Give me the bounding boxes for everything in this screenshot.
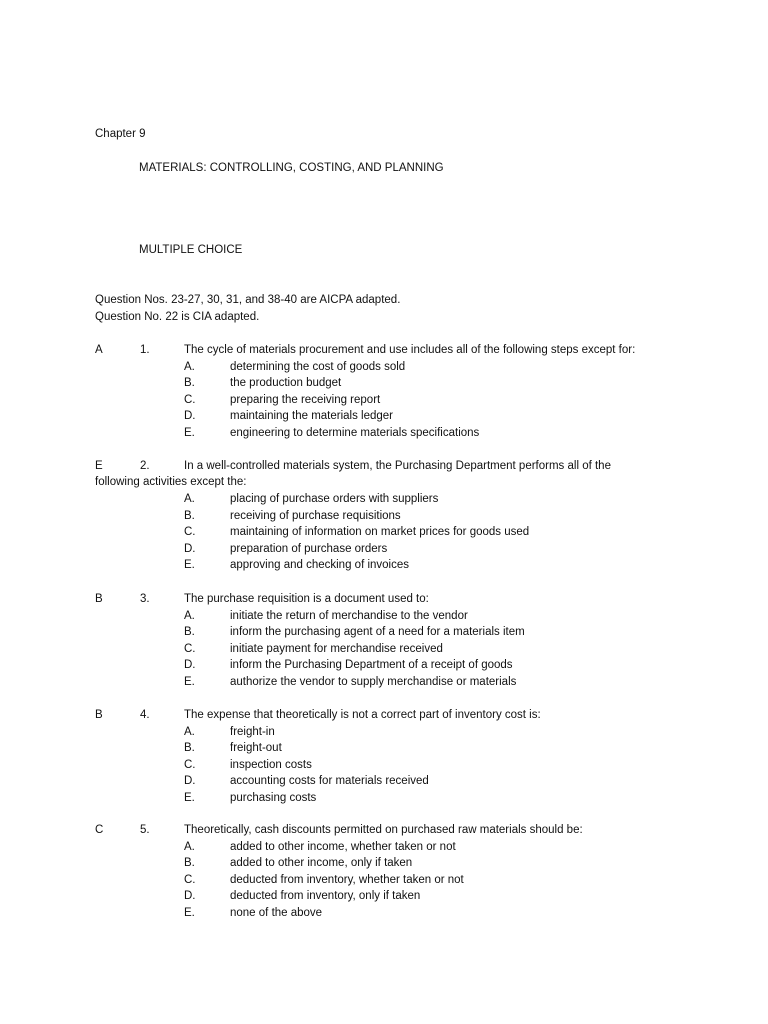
option-letter: E. bbox=[184, 426, 195, 439]
option-letter: C. bbox=[184, 393, 196, 406]
option-letter: A. bbox=[184, 840, 195, 853]
question-number: 5. bbox=[140, 824, 150, 836]
source-note: Question No. 22 is CIA adapted. bbox=[95, 311, 260, 323]
option-letter: D. bbox=[184, 890, 196, 902]
option-letter: E. bbox=[184, 906, 195, 919]
chapter-label: Chapter 9 bbox=[95, 128, 146, 140]
chapter-title: MATERIALS: CONTROLLING, COSTING, AND PLANNING bbox=[139, 162, 444, 174]
answer-key: B bbox=[95, 593, 103, 605]
option-letter: C. bbox=[184, 642, 196, 655]
option-letter: B. bbox=[184, 626, 195, 638]
option-letter: D. bbox=[184, 659, 196, 671]
option-letter: C. bbox=[184, 873, 196, 886]
question-stem: The cycle of materials procurement and use includes all of the following steps except for: bbox=[184, 344, 636, 356]
question-stem: The expense that theoretically is not a correct part of inventory cost is: bbox=[184, 709, 541, 721]
option-text: inform the Purchasing Department of a receipt of goods bbox=[230, 659, 513, 671]
option-letter: A. bbox=[184, 360, 195, 373]
option-letter: B. bbox=[184, 857, 195, 869]
option-letter: B. bbox=[184, 377, 195, 389]
option-text: none of the above bbox=[230, 906, 323, 919]
option-text: preparation of purchase orders bbox=[230, 542, 388, 555]
option-letter: A. bbox=[184, 493, 195, 505]
option-letter: D. bbox=[184, 542, 196, 555]
answer-key: C bbox=[95, 824, 104, 836]
option-letter: A. bbox=[184, 725, 195, 738]
option-text: deducted from inventory, only if taken bbox=[230, 890, 421, 902]
option-text: preparing the receiving report bbox=[230, 393, 381, 406]
option-text: initiate payment for merchandise received bbox=[230, 642, 443, 655]
source-note: Question Nos. 23-27, 30, 31, and 38-40 are AICPA adapted. bbox=[95, 294, 401, 306]
option-text: determining the cost of goods sold bbox=[230, 360, 406, 373]
question-number: 2. bbox=[140, 460, 150, 472]
option-text: placing of purchase orders with suppliers bbox=[230, 493, 439, 505]
question-stem: The purchase requisition is a document used to: bbox=[184, 593, 429, 605]
option-text: authorize the vendor to supply merchandise or materials bbox=[230, 675, 517, 688]
option-text: the production budget bbox=[230, 377, 342, 389]
option-text: inspection costs bbox=[230, 758, 312, 771]
option-text: added to other income, whether taken or not bbox=[230, 840, 456, 853]
option-text: freight-out bbox=[230, 742, 282, 754]
question-number: 4. bbox=[140, 709, 150, 721]
option-letter: E. bbox=[184, 791, 195, 804]
option-letter: C. bbox=[184, 758, 196, 771]
section-heading: MULTIPLE CHOICE bbox=[139, 244, 243, 256]
option-text: accounting costs for materials received bbox=[230, 775, 429, 787]
answer-key: A bbox=[95, 344, 103, 356]
option-letter: C. bbox=[184, 526, 196, 538]
answer-key: E bbox=[95, 460, 103, 472]
option-letter: B. bbox=[184, 742, 195, 754]
question-number: 1. bbox=[140, 344, 150, 356]
question-stem: In a well-controlled materials system, the Purchasing Department performs all of the bbox=[184, 460, 611, 472]
option-letter: D. bbox=[184, 410, 196, 422]
option-letter: D. bbox=[184, 775, 196, 787]
answer-key: B bbox=[95, 709, 103, 721]
option-text: maintaining the materials ledger bbox=[230, 410, 394, 422]
option-text: added to other income, only if taken bbox=[230, 857, 413, 869]
question-stem-continued: following activities except the: bbox=[95, 476, 247, 488]
option-text: initiate the return of merchandise to the vendor bbox=[230, 609, 468, 622]
option-text: purchasing costs bbox=[230, 791, 317, 804]
option-text: freight-in bbox=[230, 725, 275, 738]
option-letter: E. bbox=[184, 559, 195, 571]
question-number: 3. bbox=[140, 593, 150, 605]
option-letter: E. bbox=[184, 675, 195, 688]
option-text: deducted from inventory, whether taken or not bbox=[230, 873, 464, 886]
option-text: inform the purchasing agent of a need for a materials item bbox=[230, 626, 525, 638]
question-stem: Theoretically, cash discounts permitted on purchased raw materials should be: bbox=[184, 824, 583, 836]
option-text: receiving of purchase requisitions bbox=[230, 509, 401, 522]
option-text: approving and checking of invoices bbox=[230, 559, 410, 571]
option-letter: A. bbox=[184, 609, 195, 622]
option-text: engineering to determine materials specifications bbox=[230, 426, 480, 439]
option-text: maintaining of information on market prices for goods used bbox=[230, 526, 530, 538]
option-letter: B. bbox=[184, 509, 195, 522]
